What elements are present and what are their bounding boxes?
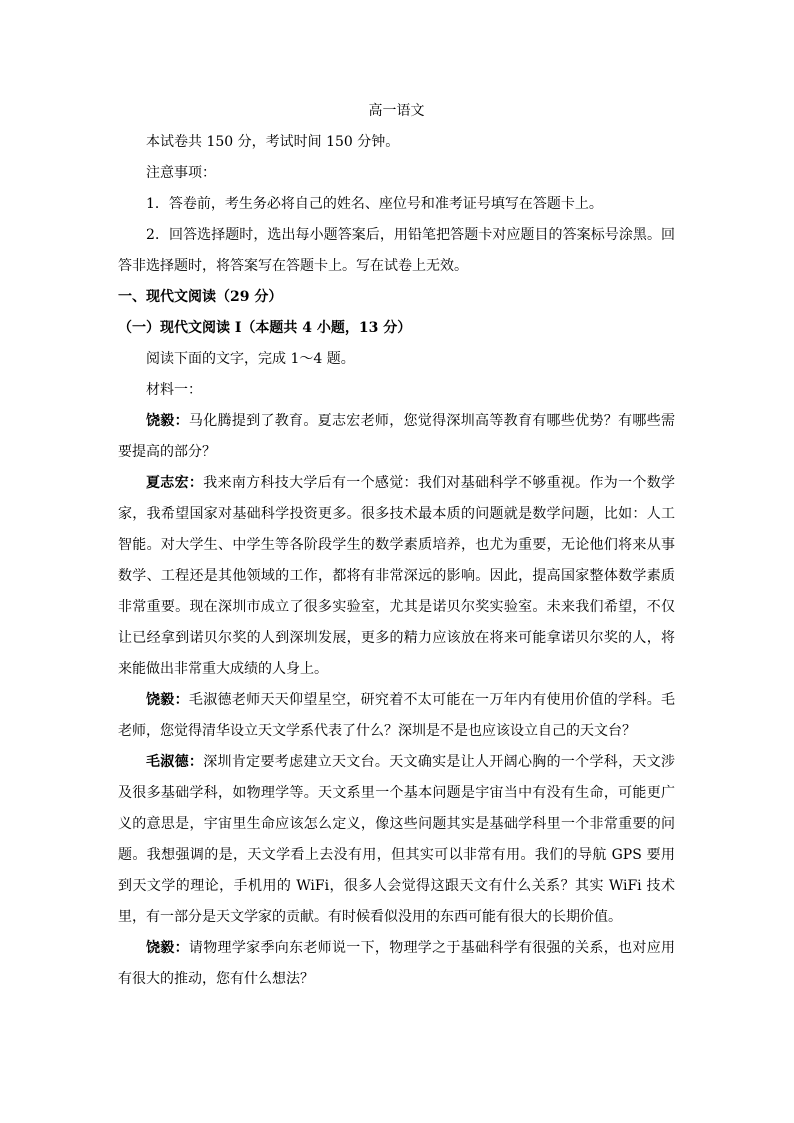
notice-item-1: 1．答卷前，考生务必将自己的姓名、座位号和准考证号填写在答题卡上。 (146, 196, 603, 212)
reading-instruction: 阅读下面的文字，完成 1～4 题。 (146, 351, 355, 367)
material-label: 材料一： (146, 382, 202, 398)
section-heading: 一、现代文阅读（29 分） (118, 289, 283, 305)
dialogue-text: 毛淑德老师天天仰望星空，研究着不太可能在一万年内有使用价值的学科。毛老师，您觉得清华设立天文学系代表了什么？深圳是不是也应该设立自己的天文台？ (118, 692, 676, 739)
dialogue-text: 我来南方科技大学后有一个感觉：我们对基础科学不够重视。作为一个数学家，我希望国家对基础科学投资更多。很多技术最本质的问题就是数学问题，比如：人工智能。对大学生、中学生等各阶段学生的数学素质培养，也尤为重要，无论他们将来从事数学、工程还是其他领域的工作，都将有非常深远的影响。因此，提高国家整体数学素质非常重要。现在深圳市成立了很多实验室，尤其是诺贝尔奖实验室。未来我们希望，不仅让已经拿到诺贝尔奖的人到深圳发展，更多的精力应该放在将来可能拿诺贝尔奖的人，将来能做出非常重大成绩的人身上。 (118, 475, 676, 677)
speaker-name: 毛淑德： (146, 754, 204, 770)
subsection-heading: （一）现代文阅读 I（本题共 4 小题，13 分） (118, 320, 412, 336)
dialogue-text: 请物理学家季向东老师说一下，物理学之于基础科学有很强的关系，也对应用有很大的推动，您有什么想法？ (118, 940, 676, 987)
dialogue-text: 马化腾提到了教育。夏志宏老师，您觉得深圳高等教育有哪些优势？有哪些需要提高的部分？ (118, 413, 676, 460)
notice-heading: 注意事项： (146, 165, 216, 181)
dialogue-paragraph (118, 406, 675, 468)
dialogue-text: 深圳肯定要考虑建立天文台。天文确实是让人开阔心胸的一个学科，天文涉及很多基础学科，如物理学等。天文系里一个基本问题是宇宙当中有没有生命，可能更广义的意思是，宇宙里生命应该怎么定义，像这些问题其实是基础学科里一个非常重要的问题。我想强调的是，天文学看上去没有用，但其实可以非常有用。我们的导航 GPS 要用到天文学的理论，手机用的 WiFi，很多人会觉得这跟天文有什么关系？其实 WiFi 技术里，有一部分是天文学家的贡献。有时候看似没用的东西可能有很大的长期价值。 (118, 754, 676, 925)
exam-info: 本试卷共 150 分，考试时间 150 分钟。 (146, 134, 400, 150)
speaker-name: 饶毅： (146, 940, 189, 956)
dialogue-paragraph (118, 468, 675, 685)
dialogue-paragraph (118, 747, 675, 933)
notice-item-2: 2．回答选择题时，选出每小题答案后，用铅笔把答题卡对应题目的答案标号涂黑。回答非选择题时，将答案写在答题卡上。写在试卷上无效。 (118, 227, 675, 274)
dialogue-paragraph (118, 933, 675, 995)
speaker-name: 饶毅： (146, 413, 189, 429)
exam-page (118, 101, 675, 995)
speaker-name: 夏志宏： (146, 475, 204, 491)
speaker-name: 饶毅： (146, 692, 189, 708)
dialogue-paragraph (118, 685, 675, 747)
exam-title: 高一语文 (368, 103, 425, 119)
